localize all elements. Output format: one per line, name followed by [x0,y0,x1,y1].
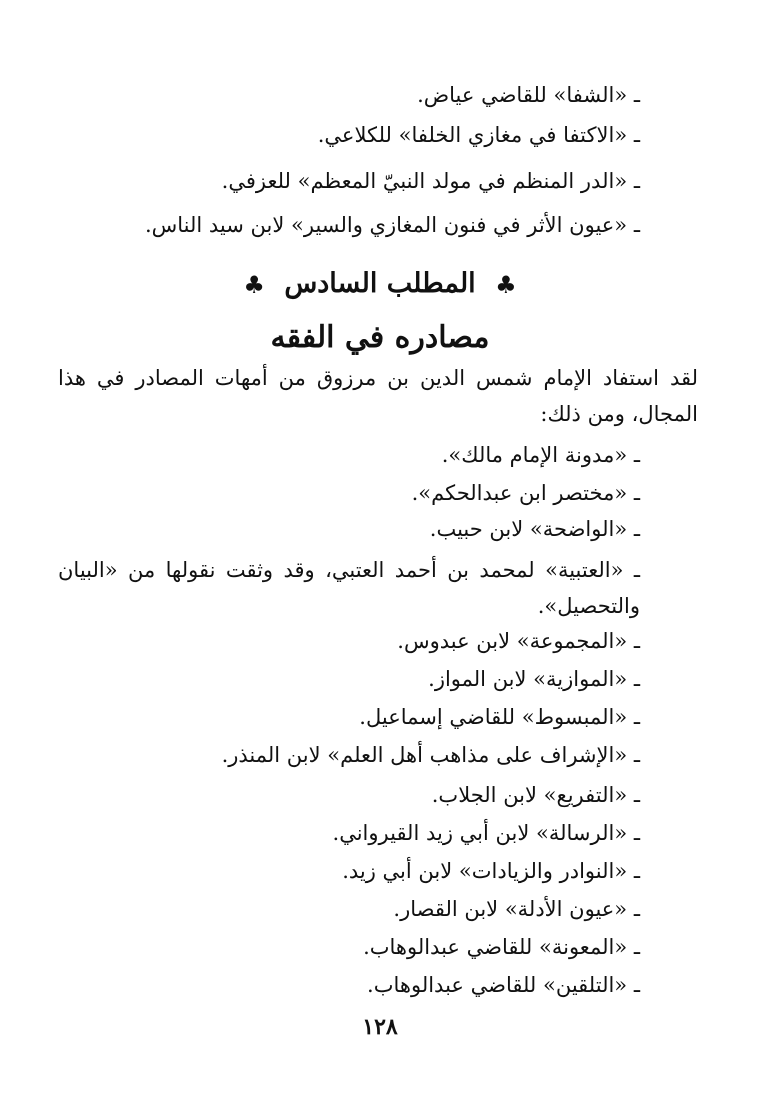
list-item: ـ «المجموعة» لابن عبدوس. [397,629,640,653]
section-title: مصادره في الفقه [270,320,490,355]
list-item: ـ «مدونة الإمام مالك». [441,443,640,467]
intro-paragraph: لقد استفاد الإمام شمس الدين بن مرزوق من أمهات المصادر في هذا المجال، ومن ذلك: [58,366,698,426]
list-item: ـ «الموازية» لابن المواز. [428,667,640,691]
list-item: ـ «الشفا» للقاضي عياض. [417,83,640,107]
list-item: ـ «المعونة» للقاضي عبدالوهاب. [363,935,640,959]
list-item: ـ «الإشراف على مذاهب أهل العلم» لابن المنذر. [221,743,640,767]
page-number: ١٢٨ [362,1014,398,1040]
list-item: ـ «المبسوط» للقاضي إسماعيل. [359,705,640,729]
list-item: ـ «عيون الأدلة» لابن القصار. [393,897,640,921]
list-item: ـ «الواضحة» لابن حبيب. [429,517,640,541]
list-item: ـ «العتبية» لمحمد بن أحمد العتبي، وقد وثقت نقولها من «البيان والتحصيل». [58,558,640,618]
list-item: ـ «التفريع» لابن الجلاب. [431,783,640,807]
tree-ornament-icon: ♣ [495,269,517,299]
list-item: ـ «عيون الأثر في فنون المغازي والسير» لابن سيد الناس. [144,213,640,237]
list-item: ـ «الدر المنظم في مولد النبيّ المعظم» للعزفي. [221,169,640,193]
list-item: ـ «التلقين» للقاضي عبدالوهاب. [367,973,640,997]
section-heading [0,264,760,305]
list-item: ـ «الرسالة» لابن أبي زيد القيرواني. [332,821,640,845]
tree-ornament-icon: ♣ [243,269,265,299]
list-item: ـ «النوادر والزيادات» لابن أبي زيد. [342,859,640,883]
section-heading-text: المطلب السادس [284,268,476,299]
list-item: ـ «مختصر ابن عبدالحكم». [411,481,640,505]
list-item: ـ «الاكتفا في مغازي الخلفا» للكلاعي. [317,123,640,147]
